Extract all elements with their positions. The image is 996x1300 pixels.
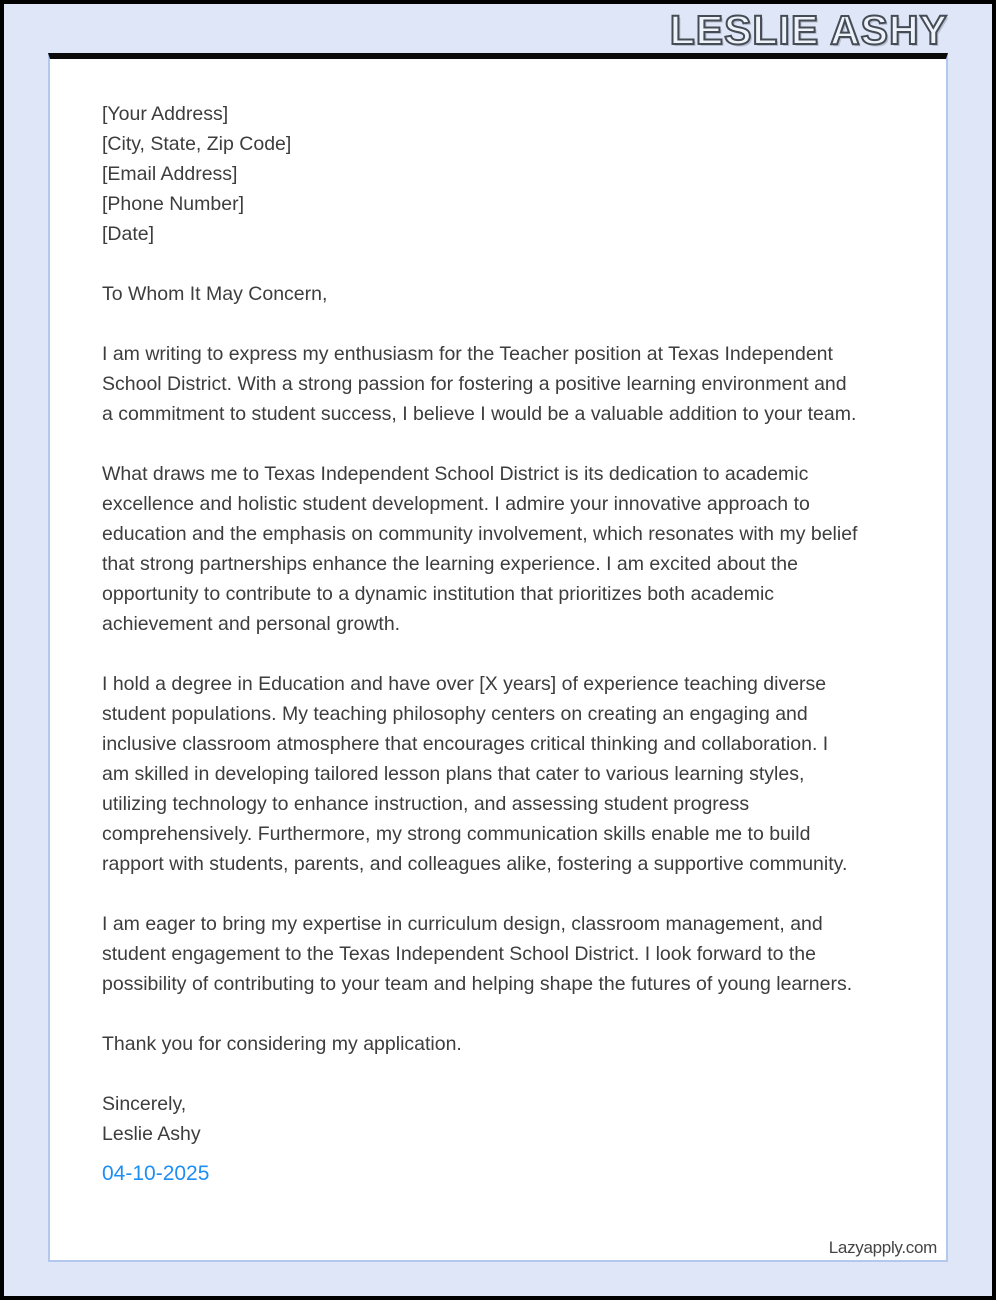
address-line-date: [Date] xyxy=(102,223,155,245)
closing-thanks: Thank you for considering my application. xyxy=(102,1033,462,1055)
signature-name: Leslie Ashy xyxy=(102,1123,201,1145)
letter-paragraph-motivation: What draws me to Texas Independent School District is its dedication to academic excellence and holistic student development. I admire your innovative approach to education and the emphasis on community involvement, which resonates with my belief that strong partnerships enhance the learning experience. I am excited about the opportunity to contribute to a dynamic institution that prioritizes both academic achievement and personal growth. xyxy=(102,463,858,635)
letter-body xyxy=(50,59,908,1189)
letter-paragraph-intro: I am writing to express my enthusiasm for the Teacher position at Texas Independent School District. With a strong passion for fostering a positive learning environment and a commitment to student success, I believe I would be a valuable addition to your team. xyxy=(102,343,857,425)
salutation: To Whom It May Concern, xyxy=(102,283,328,305)
address-block xyxy=(102,99,860,249)
address-line-city: [City, State, Zip Code] xyxy=(102,133,292,155)
address-line-phone: [Phone Number] xyxy=(102,193,244,215)
address-line-email: [Email Address] xyxy=(102,163,238,185)
signoff-block xyxy=(102,1089,860,1149)
letter-paragraph-closing-pitch: I am eager to bring my expertise in curriculum design, classroom management, and student engagement to the Texas Independent School District. I look forward to the possibility of contributing to your team and helping shape the futures of young learners. xyxy=(102,913,853,995)
watermark-brand: Lazyapply.com xyxy=(828,1238,937,1257)
letter-paragraph-qualifications: I hold a degree in Education and have over [X years] of experience teaching diverse student populations. My teaching philosophy centers on creating an engaging and inclusive classroom atmosphere that encourages critical thinking and collaboration. I am skilled in developing tailored lesson plans that cater to various learning styles, utilizing technology to enhance instruction, and assessing student progress comprehensively. Furthermore, my strong communication skills enable me to build rapport with students, parents, and colleagues alike, fostering a supportive community. xyxy=(102,673,848,875)
address-line-street: [Your Address] xyxy=(102,103,229,125)
signoff: Sincerely, xyxy=(102,1093,187,1115)
header-candidate-name: LESLIE ASHY xyxy=(669,7,948,53)
letter-date: 04-10-2025 xyxy=(102,1162,210,1185)
letter-document xyxy=(48,53,948,1262)
